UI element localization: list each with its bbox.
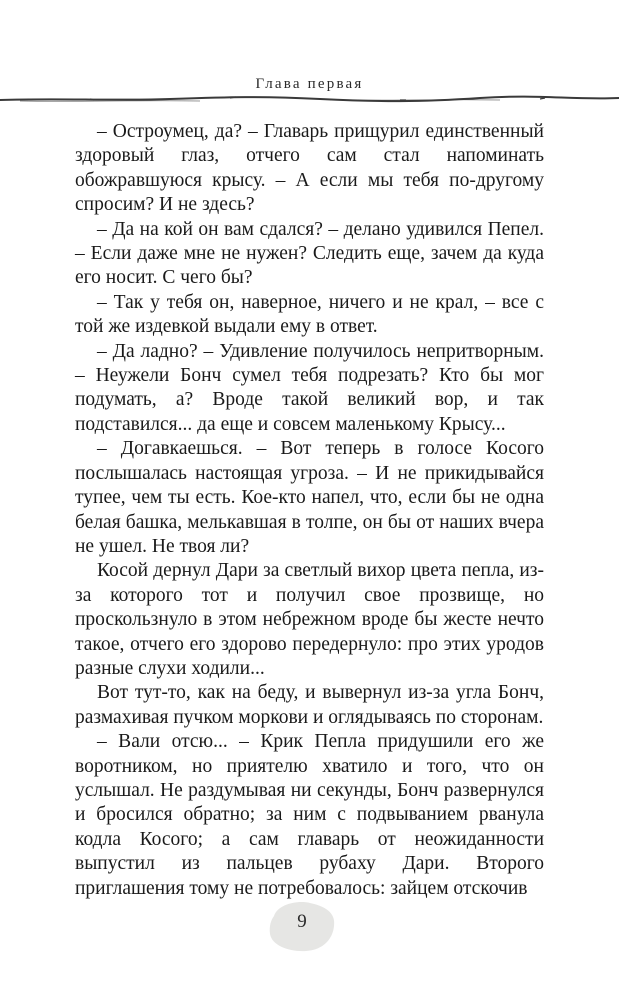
paragraph: – Остроумец, да? – Главарь прищурил единственный здоровый глаз, отчего сам стал напоминать обожравшуюся крысу. – А если мы тебя по-другому спросим? И не здесь?	[75, 121, 544, 216]
paragraph: – Да на кой он вам сдался? – делано удивился Пепел. – Если даже мне не нужен? Следить еще, зачем да куда его носит. С чего бы?	[75, 218, 544, 289]
body-text	[75, 120, 544, 901]
chapter-running-head: Глава первая	[255, 76, 364, 92]
paragraph: – Да ладно? – Удивление получилось непритворным. – Неужели Бонч сумел тебя подрезать? Кто бы мог подумать, а? Вроде такой великий вор, и так подставился... да еще и совсем маленькому Крысу...	[75, 340, 544, 435]
page-number: 9	[297, 911, 307, 932]
paragraph: Вот тут-то, как на беду, и вывернул из-за угла Бонч, размахивая пучком моркови и оглядываясь по сторонам.	[75, 682, 544, 728]
decorative-rule	[0, 92, 619, 106]
paragraph: – Вали отсю... – Крик Пепла придушили его же воротником, но приятелю хватило и того, что он услышал. Не раздумывая ни секунды, Бонч развернулся и бросился обратно; за ним с подвыванием рванула кодла Косого; а сам главарь от неожиданности выпустил из пальцев рубаху Дари. Второго приглашения тому не потребовалось: зайцем отскочив	[75, 731, 544, 899]
paragraph: Косой дернул Дари за светлый вихор цвета пепла, из-за которого тот и получил свое прозвище, но проскользнуло в этом небрежном вроде бы жесте нечто такое, отчего его здорово передернуло: про этих уродов разные слухи ходили...	[75, 560, 544, 679]
page-number-badge	[264, 898, 340, 954]
paragraph: – Так у тебя он, наверное, ничего и не крал, – все с той же издевкой выдали ему в ответ.	[75, 291, 544, 338]
paragraph: – Догавкаешься. – Вот теперь в голосе Косого послышалась настоящая угроза. – И не прикидывайся тупее, чем ты есть. Кое-кто напел, что, если бы не одна белая башка, мелькавшая в толпе, он бы от наших вчера не ушел. Не твоя ли?	[75, 438, 544, 557]
